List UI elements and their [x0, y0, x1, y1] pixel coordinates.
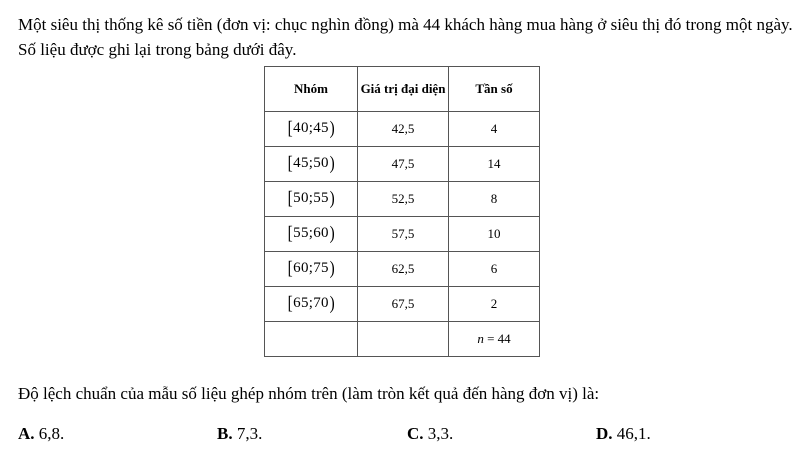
frequency-cell: 2: [449, 287, 540, 322]
option-d-text: 46,1.: [616, 424, 651, 443]
option-c-letter: C.: [407, 424, 424, 443]
midpoint-cell: 52,5: [358, 182, 449, 217]
option-c-text: 3,3.: [427, 424, 454, 443]
option-d[interactable]: [596, 424, 651, 444]
group-cell: [40;45): [265, 112, 358, 147]
option-a[interactable]: [18, 424, 64, 444]
table-row: [265, 112, 540, 147]
group-cell: [65;70): [265, 287, 358, 322]
group-cell: [45;50): [265, 147, 358, 182]
header-midpoint: Giá trị đại diện: [358, 67, 449, 112]
table-header-row: [265, 67, 540, 112]
table-row: [265, 182, 540, 217]
table-row: [265, 147, 540, 182]
frequency-cell: 14: [449, 147, 540, 182]
empty-cell: [358, 322, 449, 357]
group-cell: [60;75): [265, 252, 358, 287]
option-a-letter: A.: [18, 424, 35, 443]
table-row: [265, 287, 540, 322]
midpoint-cell: 47,5: [358, 147, 449, 182]
frequency-cell: 10: [449, 217, 540, 252]
total-cell: [449, 322, 540, 357]
option-d-letter: D.: [596, 424, 613, 443]
option-b[interactable]: [217, 424, 262, 444]
group-cell: [50;55): [265, 182, 358, 217]
midpoint-cell: 62,5: [358, 252, 449, 287]
n-value: = 44: [487, 331, 511, 346]
midpoint-cell: 67,5: [358, 287, 449, 322]
frequency-cell: 4: [449, 112, 540, 147]
table-row: [265, 252, 540, 287]
group-cell: [55;60): [265, 217, 358, 252]
option-b-text: 7,3.: [236, 424, 263, 443]
n-symbol: n: [477, 331, 484, 346]
table-row: [265, 217, 540, 252]
midpoint-cell: 42,5: [358, 112, 449, 147]
option-a-text: 6,8.: [38, 424, 65, 443]
option-b-letter: B.: [217, 424, 233, 443]
option-c[interactable]: [407, 424, 453, 444]
frequency-table: [264, 66, 540, 357]
frequency-cell: 8: [449, 182, 540, 217]
problem-statement: Một siêu thị thống kê số tiền (đơn vị: chục nghìn đồng) mà 44 khách hàng mua hàng ở siêu thị đó trong một ngày. Số liệu được ghi lại trong bảng dưới đây.: [18, 15, 793, 59]
midpoint-cell: 57,5: [358, 217, 449, 252]
header-frequency: Tần số: [449, 67, 540, 112]
header-group: Nhóm: [265, 67, 358, 112]
question-text: Độ lệch chuẩn của mẫu số liệu ghép nhóm trên (làm tròn kết quả đến hàng đơn vị) là:: [18, 384, 600, 403]
frequency-cell: 6: [449, 252, 540, 287]
empty-cell: [265, 322, 358, 357]
table-total-row: [265, 322, 540, 357]
